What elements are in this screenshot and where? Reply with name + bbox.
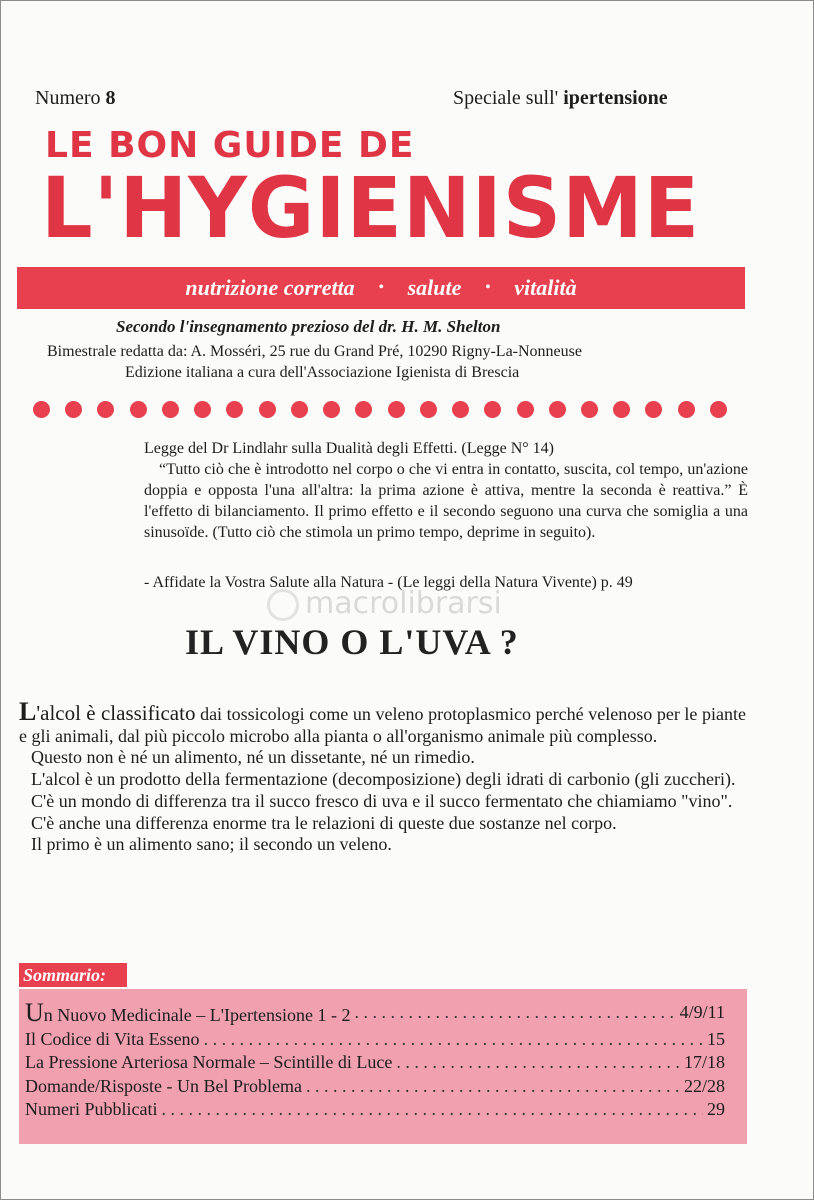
masthead-line-2: L'HYGIENISME	[41, 159, 701, 257]
special-topic: ipertensione	[563, 87, 668, 109]
leader-dots	[204, 1028, 703, 1052]
tagline-banner	[17, 267, 745, 309]
special-issue-topic	[453, 87, 668, 110]
bullet-separator: •	[378, 280, 384, 295]
article-body	[19, 697, 747, 856]
summary-item-pages: 15	[707, 1028, 725, 1049]
issue-number-value: 8	[105, 87, 116, 109]
drop-cap: L	[19, 697, 37, 726]
watermark-text: macrolibrarsi	[305, 586, 502, 621]
summary-item-label: La Pressione Arteriosa Normale – Scintille di Luce	[25, 1052, 393, 1072]
article-paragraph	[19, 697, 747, 747]
decorative-dot	[420, 401, 437, 418]
decorative-dot	[162, 401, 179, 418]
article-paragraph: L'alcol è un prodotto della fermentazione (decomposizione) degli idrati di carbonio (gli zuccheri).	[31, 769, 736, 790]
summary-item-pages: 22/28	[683, 1075, 725, 1096]
decorative-dot	[549, 401, 566, 418]
article-paragraph: C'è un mondo di differenza tra il succo fresco di uva e il succo fermentato che chiamiamo "vino".	[31, 790, 733, 811]
summary-item-label: Il Codice di Vita Esseno	[25, 1028, 200, 1049]
decorative-dot	[226, 401, 243, 418]
credit-editor: Bimestrale redatta da: A. Mosséri, 25 rue du Grand Pré, 10290 Rigny-La-Nonneuse	[47, 343, 582, 360]
watermark	[267, 586, 502, 621]
leader-dots	[396, 1051, 680, 1075]
decorative-dot	[388, 401, 405, 418]
summary-item-label: Un Nuovo Medicinale – L'Ipertensione 1 - 2	[25, 998, 351, 1027]
tagline-item-vitality: vitalità	[514, 275, 577, 300]
article-paragraph: Il primo è un alimento sano; il secondo un veleno.	[31, 834, 392, 855]
decorative-dot	[259, 401, 276, 418]
article-paragraph: Questo non è né un alimento, né un dissetante, né un rimedio.	[31, 747, 475, 768]
summary-item	[25, 998, 725, 1028]
decorative-dot	[291, 401, 308, 418]
decorative-dot	[130, 401, 147, 418]
summary-item-label: Domande/Risposte - Un Bel Problema	[25, 1075, 302, 1096]
decorative-dot	[97, 401, 114, 418]
paragraph-text: dai tossicologi come un veleno protoplasmico perché velenoso per le piante e gli animali, dal più piccolo microbo alla pianta o all'organismo animale più complesso.	[19, 704, 747, 746]
leader-dots	[161, 1098, 703, 1122]
article-paragraph: C'è anche una differenza enorme tra le relazioni di queste due sostanze nel corpo.	[31, 812, 617, 833]
article-heading: IL VINO O L'UVA ?	[185, 622, 519, 662]
decorative-dot	[484, 401, 501, 418]
issue-number	[35, 87, 116, 110]
summary-list	[25, 998, 725, 1122]
summary-item-label: Numeri Pubblicati	[25, 1099, 158, 1119]
summary-item-pages: 4/9/11	[679, 1002, 725, 1022]
leader-dots	[306, 1075, 680, 1099]
summary-item	[25, 1098, 725, 1122]
decorative-dot	[710, 401, 727, 418]
leader-dots	[354, 1001, 675, 1028]
decorative-dot-row	[33, 401, 727, 418]
summary-title: Sommario:	[19, 963, 127, 987]
decorative-dot	[323, 401, 340, 418]
decorative-dot	[517, 401, 534, 418]
lead-in: 'alcol è classificato	[36, 701, 196, 725]
summary-item	[25, 1075, 725, 1099]
decorative-dot	[581, 401, 598, 418]
issue-label: Numero	[35, 87, 101, 109]
decorative-dot	[33, 401, 50, 418]
decorative-dot	[194, 401, 211, 418]
tagline-item-health: salute	[407, 275, 462, 300]
summary-item-pages: 17/18	[683, 1052, 725, 1072]
quote-text: “Tutto ciò che è introdotto nel corpo o che vi entra in contatto, suscita, col tempo, un'azione doppia e opposta l'una all'altra: la prima azione è attiva, mentre la seconda è reattiva.” È l'effetto di bilanciamento. Il primo effetto e il secondo seguono una curva che somiglia a una sinusoïde. (Tutto ciò che stimola un primo tempo, deprime in seguito).	[144, 461, 748, 541]
decorative-dot	[678, 401, 695, 418]
credit-shelton: Secondo l'insegnamento prezioso del dr. H. M. Shelton	[116, 317, 501, 336]
special-prefix: Speciale sull'	[453, 87, 559, 109]
summary-item	[25, 1028, 725, 1052]
tagline-item-nutrition: nutrizione corretta	[185, 275, 355, 300]
decorative-dot	[645, 401, 662, 418]
summary-item-pages: 29	[707, 1099, 725, 1119]
decorative-dot	[355, 401, 372, 418]
decorative-dot	[65, 401, 82, 418]
summary-item	[25, 1051, 725, 1075]
watermark-logo-icon	[267, 589, 299, 621]
bullet-separator: •	[485, 280, 491, 295]
quote-source: - Affidate la Vostra Salute alla Natura - (Le leggi della Natura Vivente) p. 49	[144, 574, 633, 591]
decorative-dot	[613, 401, 630, 418]
decorative-dot	[452, 401, 469, 418]
masthead-line-1: LE BON GUIDE DE	[45, 125, 415, 166]
credit-italian-edition: Edizione italiana a cura dell'Associazione Igienista di Brescia	[125, 364, 520, 381]
quote-reference: Legge del Dr Lindlahr sulla Dualità degli Effetti. (Legge N° 14)	[144, 440, 554, 457]
